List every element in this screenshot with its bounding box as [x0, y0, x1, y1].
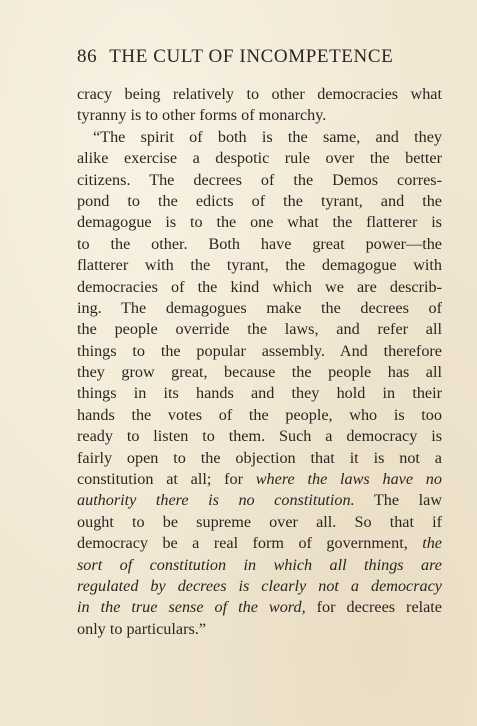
- italic-text: where the laws have no: [255, 470, 442, 489]
- text-line: [77, 555, 442, 576]
- page-number: 86: [77, 46, 98, 67]
- text-segment: The law: [354, 491, 443, 510]
- text-segment: for decrees relate: [305, 598, 442, 617]
- text-segment: democracies of the kind which we are describ-: [77, 277, 442, 296]
- text-line: [77, 469, 442, 490]
- text-segment: tyranny is to other forms of monarchy.: [77, 106, 327, 125]
- text-segment: citizens. The decrees of the Demos corres-: [77, 170, 442, 189]
- text-segment: to the other. Both have great power—the: [77, 234, 442, 253]
- text-segment: alike exercise a despotic rule over the better: [77, 149, 442, 168]
- text-segment: cracy being relatively to other democracies what: [77, 85, 442, 103]
- text-line: [77, 170, 442, 191]
- text-segment: hands the votes of the people, who is too: [77, 405, 442, 424]
- text-segment: they grow great, because the people has all: [77, 363, 442, 382]
- text-line: [77, 405, 442, 426]
- text-segment: democracy be a real form of government,: [77, 534, 423, 553]
- text-segment: ready to listen to them. Such a democracy is: [77, 427, 442, 446]
- text-segment: pond to the edicts of the tyrant, and the: [77, 191, 442, 210]
- text-line: [77, 533, 442, 554]
- text-line: [77, 319, 442, 340]
- text-segment: ought to be supreme over all. So that if: [77, 512, 442, 531]
- text-line: [77, 234, 442, 255]
- text-line: [77, 298, 442, 319]
- text-line: [77, 127, 442, 148]
- text-segment: fairly open to the objection that it is not a: [77, 448, 442, 467]
- text-segment: things in its hands and they hold in their: [77, 384, 442, 403]
- text-segment: only to particulars.”: [77, 619, 207, 638]
- text-line: [77, 576, 442, 597]
- text-line: [77, 597, 442, 618]
- text-line: [77, 619, 442, 640]
- text-line: [77, 105, 442, 126]
- body-text: [77, 84, 442, 640]
- text-line: [77, 490, 442, 511]
- text-line: [77, 84, 442, 105]
- text-segment: the people override the laws, and refer all: [77, 320, 442, 339]
- text-line: [77, 277, 442, 298]
- text-segment: flatterer with the tyrant, the demagogue with: [77, 256, 442, 275]
- italic-text: the: [422, 534, 442, 553]
- text-segment: constitution at all; for: [77, 470, 256, 489]
- text-segment: ing. The demagogues make the decrees of: [77, 298, 442, 317]
- text-line: [77, 191, 442, 212]
- italic-text: sort of constitution in which all things are: [77, 555, 442, 574]
- text-line: [77, 148, 442, 169]
- text-line: [77, 341, 442, 362]
- text-line: [77, 362, 442, 383]
- text-line: [77, 383, 442, 404]
- italic-text: authority there is no constitution.: [77, 491, 355, 510]
- page-header: [77, 46, 442, 68]
- text-segment: things to the popular assembly. And therefore: [77, 341, 442, 360]
- text-line: [77, 212, 442, 233]
- italic-text: in the true sense of the word,: [77, 598, 306, 617]
- text-segment: demagogue is to the one what the flatterer is: [77, 213, 442, 232]
- text-line: [77, 512, 442, 533]
- text-segment: “The spirit of both is the same, and they: [93, 127, 442, 146]
- text-line: [77, 448, 442, 469]
- text-line: [77, 255, 442, 276]
- text-line: [77, 426, 442, 447]
- italic-text: regulated by decrees is clearly not a democracy: [77, 576, 442, 595]
- running-title: THE CULT OF INCOMPETENCE: [109, 46, 394, 67]
